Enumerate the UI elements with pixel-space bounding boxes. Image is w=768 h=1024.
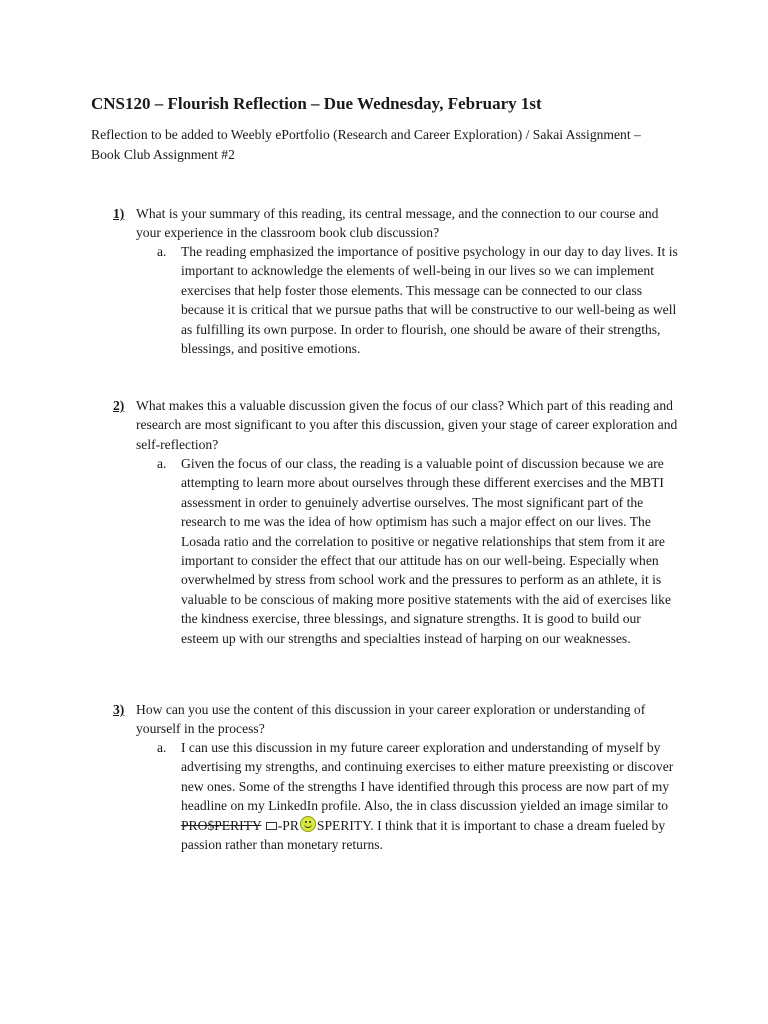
- after-smiley-text: SPERITY.: [316, 817, 374, 833]
- question-text: What makes this a valuable discussion given the focus of our class? Which part of this reading and research are most significant to you after this discussion, given your stage of career exploration and self-reflection?: [136, 398, 678, 452]
- question-number: 3): [113, 702, 125, 717]
- page-title: CNS120 – Flourish Reflection – Due Wednesday, February 1st: [91, 94, 542, 113]
- question-number: 2): [113, 398, 125, 413]
- question-1: [113, 204, 683, 243]
- answer-letter: a.: [157, 244, 167, 259]
- answer-text: Given the focus of our class, the reading is a valuable point of discussion because we are attempting to learn more about ourselves through these different exercises and the MBTI assessment in order to genuinely advertise ourselves. The most significant part of the research to me was the idea of how optimism has such a major effect on our lives. The Losada ratio and the correlation to positive or negative relationships that stem from it are important to consider the effect that our attitude has on our well-being. Especially when overwhelmed by stress from school work and the pressures to perform as an athlete, it is valuable to be conscious of making more positive statements with the aid of exercises like the kindness exercise, three blessings, and signature strengths. It is good to build our esteem up with our strengths and specialties instead of harping on our weaknesses.: [181, 456, 671, 646]
- answer-2: [157, 454, 681, 648]
- struck-word: PRO$PERITY: [181, 817, 262, 833]
- assignment-subtitle: Reflection to be added to Weebly ePortfolio (Research and Career Exploration) / Sakai Assignment – Book Club Assignment #2: [91, 127, 641, 162]
- question-number: 1): [113, 206, 125, 221]
- arrow-text: -PR: [277, 817, 299, 833]
- answer-3: [157, 738, 681, 854]
- question-3: [113, 700, 683, 739]
- answer-text-part1: I can use this discussion in my future career exploration and understanding of myself by advertising my strengths, and continuing exercises to either mature preexisting or discover new ones. Some of the strengths I have identified through this process are now part of my headline on my LinkedIn profile. Also, the in class discussion yielded an image similar to: [181, 740, 674, 814]
- answer-letter: a.: [157, 456, 167, 471]
- minus-icon: [266, 822, 277, 830]
- question-text: What is your summary of this reading, its central message, and the connection to our course and your experience in the classroom book club discussion?: [136, 206, 659, 241]
- question-text: How can you use the content of this discussion in your career exploration or understanding of yourself in the process?: [136, 702, 646, 737]
- answer-text-part2: I think that it is important to chase a dream fueled by passion rather than monetary returns.: [181, 817, 666, 853]
- smiley-face-icon: [300, 816, 316, 832]
- answer-text: The reading emphasized the importance of positive psychology in our day to day lives. It is important to acknowledge the elements of well-being in our lives so we can implement exercises that help foster those elements. This message can be connected to our class because it is critical that we pursue paths that will be constructive to our well-being as well as fulfilling its own purpose. In order to flourish, one should be aware of their strengths, blessings, and positive emotions.: [181, 244, 678, 357]
- answer-letter: a.: [157, 740, 167, 755]
- answer-1: [157, 242, 681, 358]
- question-2: [113, 396, 683, 454]
